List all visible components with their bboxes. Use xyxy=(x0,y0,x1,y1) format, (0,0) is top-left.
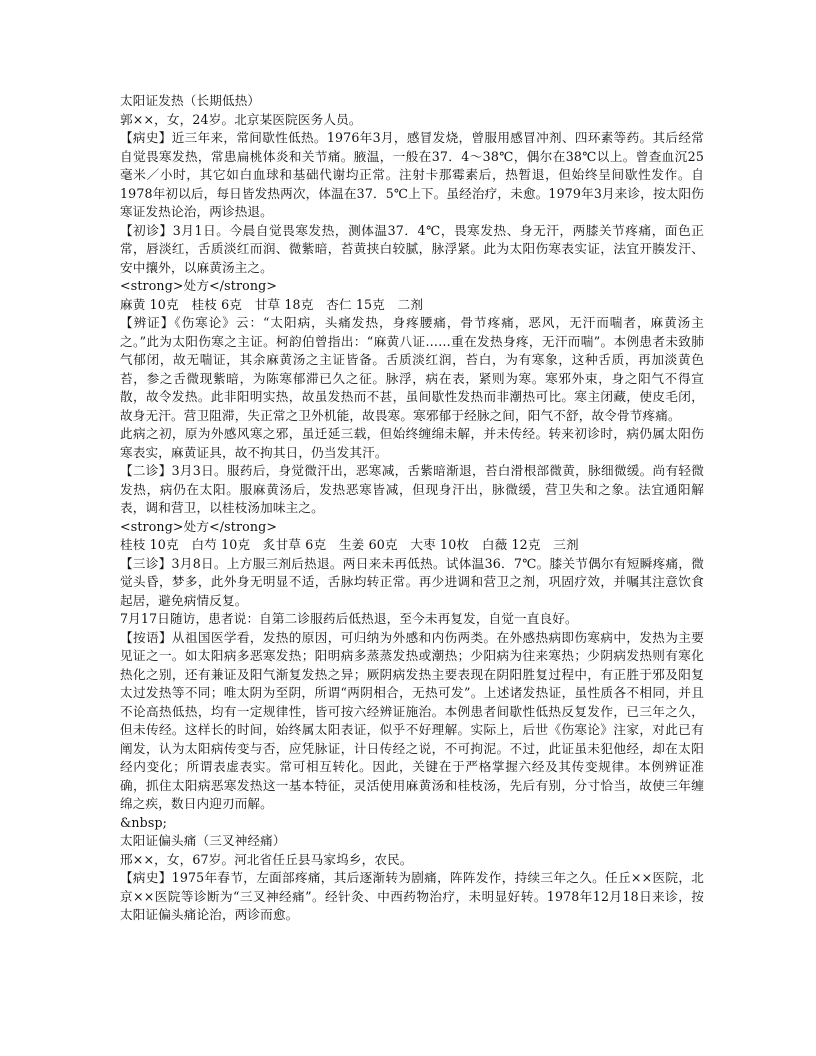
case2-title: 太阳证偏头痛（三叉神经痛） xyxy=(120,833,286,848)
case1-prescription-2: 桂枝 10克 白芍 10克 炙甘草 6克 生姜 60克 大枣 10枚 白薇 12克 三剂 xyxy=(120,537,579,552)
case1-analysis-continued: 此病之初，原为外感风寒之邪，虽迁延三载，但始终缠绵未解，并未传经。转来初诊时，病仍属太阳伤寒表实，麻黄证具，故不拘其日，仍当发其汗。 xyxy=(120,426,704,460)
case1-second-visit: 【二诊】3月3日。服药后，身觉微汗出，恶寒减，舌紫暗渐退，苔白滑根部微黄，脉细微缓。尚有轻微发热，病仍在太阳。服麻黄汤后，发热恶寒皆减，但现身汗出，脉微缓，营卫失和之象。法宜通阳解表，调和营卫，以桂枝汤加味主之。 xyxy=(120,463,704,515)
case2-patient: 邢××，女，67岁。河北省任丘县马家坞乡，农民。 xyxy=(120,851,413,867)
case1-patient: 郭××，女，24岁。北京某医院医务人员。 xyxy=(120,111,362,127)
case1-prescription-label-1: <strong>处方</strong> xyxy=(120,278,278,293)
case1-history: 【病史】近三年来，常间歇性低热。1976年3月，感冒发烧，曾服用感冒冲剂、四环素等药。其后经常自觉畏寒发热，常患扁桃体炎和关节痛。腋温，一般在37．4～38℃，偶尔在38℃以上。曾查血沉25毫米／小时，其它如白血球和基础代谢均正常。注射卡那霉素后，热暂退，但始终呈间歇性发作。自1978年初以后，每日皆发热两次，体温在37．5℃上下。虽经治疗，未愈。1979年3月来诊，按太阳伤寒证发热论治，两诊热退。 xyxy=(120,130,704,219)
case1-follow-up: 7月17日随访，患者说：自第二诊服药后低热退，至今未再复发，自觉一直良好。 xyxy=(120,611,578,626)
separator-text: &nbsp; xyxy=(120,814,168,830)
case1-first-visit: 【初诊】3月1日。今晨自觉畏寒发热，测体温37．4℃，畏寒发热、身无汗，两膝关节疼痛，面色正常，唇淡红，舌质淡红而润、微紫暗，苔黄挟白较腻，脉浮紧。此为太阳伤寒表实证，法宜开腠发汗、安中攘外，以麻黄汤主之。 xyxy=(120,222,704,275)
case1-commentary: 【按语】从祖国医学看，发热的原因，可归纳为外感和内伤两类。在外感热病即伤寒病中，发热为主要见证之一。如太阳病多恶寒发热；阳明病多蒸蒸发热或潮热；少阳病为往来寒热；少阴病发热则有寒化热化之别，还有兼证及阳气渐复发热之异；厥阴病发热主要表现在阴阳胜复过程中，有正胜于邪及阳复太过发热等不同；唯太阴为至阴，所谓“两阴相合，无热可发”。上述诸发热证，虽性质各不相同，并且不论高热低热，均有一定规律性，皆可按六经辨证施治。本例患者间歇性低热反复发作，已三年之久，但未传经。这样长的时间，始终属太阳表证，似乎不好理解。实际上，后世《伤寒论》注家，对此已有阐发，认为太阳病传变与否，应凭脉证，计日传经之说，不可拘泥。不过，此证虽未犯他经，却在太阳经内变化；所谓表虚表实。常可相互转化。因此，关键在于严格掌握六经及其传变规律。本例辨证准确，抓住太阳病恶寒发热这一基本特征，灵活使用麻黄汤和桂枝汤，先后有别，分寸恰当，故使三年缠绵之疾，数日内迎刃而解。 xyxy=(120,629,704,811)
case2-history: 【病史】1975年春节，左面部疼痛，其后逐渐转为剧痛，阵阵发作，持续三年之久。任丘××医院，北京××医院等诊断为“三叉神经痛”。经针灸、中西药物治疗，未明显好转。1978年12月18日来诊，按太阳证偏头痛论治，两诊而愈。 xyxy=(120,870,704,922)
case1-analysis: 【辨证】《伤寒论》云：“太阳病，头痛发热，身疼腰痛，骨节疼痛，恶风，无汗而喘者，麻黄汤主之。”此为太阳伤寒之主证。柯韵伯曾指出：“麻黄八证……重在发热身疼，无汗而喘”。本例患者未致肺气郁闭，故无喘证，其余麻黄汤之主证皆备。舌质淡红润，苔白，为有寒象，这种舌质，再加淡黄色苔，参之舌微现紫暗，为陈寒郁滞已久之征。脉浮，病在表，紧则为寒。寒邪外束，身之阳气不得宣散，故令发热。此非阳明实热，故虽发热而不甚，虽间歇性发热而非潮热可比。寒主闭藏，使皮毛闭，故身无汗。营卫阻滞，失正常之卫外机能，故畏寒。寒邪郁于经脉之间，阳气不舒，故令骨节疼痛。 xyxy=(120,315,704,423)
case1-title: 太阳证发热（长期低热） xyxy=(120,93,261,108)
case1-third-visit: 【三诊】3月8日。上方服三剂后热退。两日来未再低热。试体温36．7℃。膝关节偶尔有短瞬疼痛，微觉头昏，梦多，此外身无明显不适，舌脉均转正常。再少进调和营卫之剂，巩固疗效，并嘱其注意饮食起居，避免病情反复。 xyxy=(120,555,704,608)
case1-prescription-1: 麻黄 10克 桂枝 6克 甘草 18克 杏仁 15克 二剂 xyxy=(120,296,424,312)
case1-prescription-label-2: <strong>处方</strong> xyxy=(120,518,278,534)
document-page xyxy=(120,92,704,925)
